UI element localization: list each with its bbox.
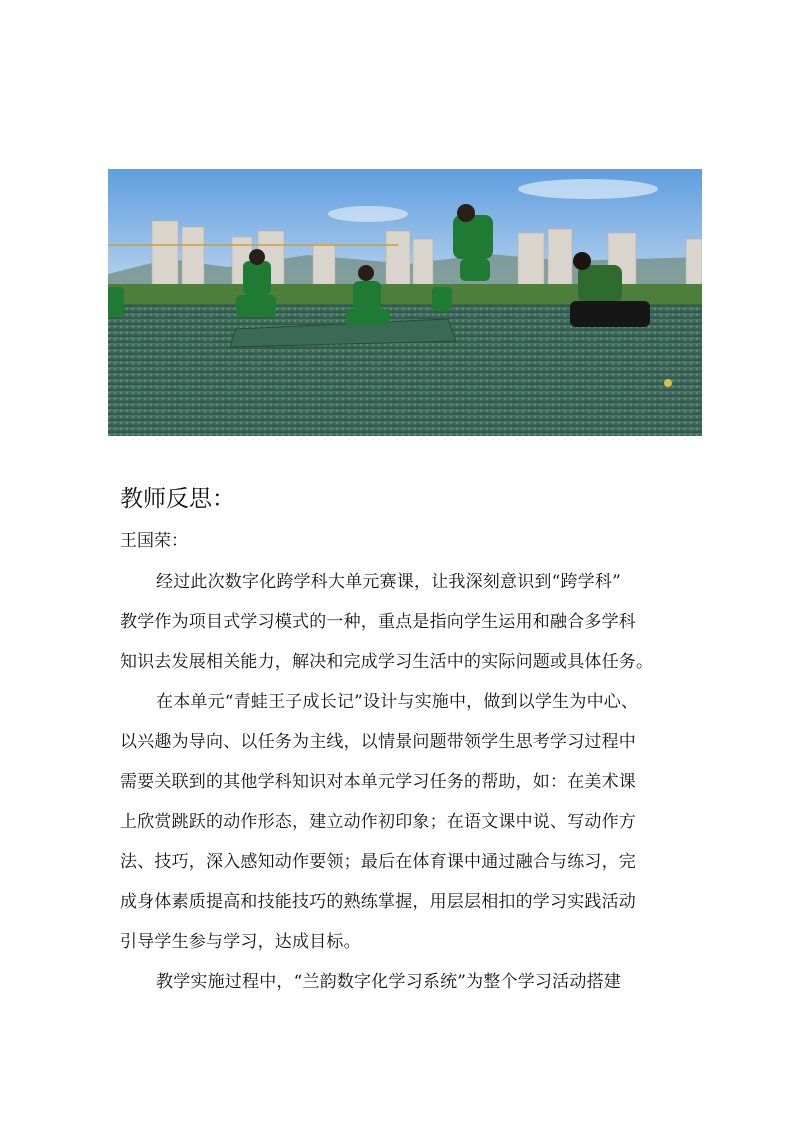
activity-photo <box>108 169 702 436</box>
text-line: 教学实施过程中，“兰韵数字化学习系统”为整个学习活动搭建 <box>156 972 621 992</box>
text-line: 需要关联到的其他学科知识对本单元学习任务的帮助，如：在美术课 <box>120 772 636 792</box>
paragraph-3 <box>120 962 680 1002</box>
text-line: 上欣赏跳跃的动作形态，建立动作初印象；在语文课中说、写动作方 <box>120 812 636 832</box>
text-line: 法、技巧，深入感知动作要领；最后在体育课中通过融合与练习，完 <box>120 852 636 872</box>
text-line: 引导学生参与学习，达成目标。 <box>120 932 361 952</box>
reflection-body <box>120 562 680 1002</box>
author-name: 王国荣： <box>120 531 188 551</box>
text-line: 经过此次数字化跨学科大单元赛课，让我深刻意识到“跨学科” <box>156 572 621 592</box>
text-line: 成身体素质提高和技能技巧的熟练掌握，用层层相扣的学习实践活动 <box>120 892 636 912</box>
text-line: 在本单元“青蛙王子成长记”设计与实施中，做到以学生为中心、 <box>156 692 639 712</box>
text-line: 知识去发展相关能力，解决和完成学习生活中的实际问题或具体任务。 <box>120 652 654 672</box>
section-heading: 教师反思： <box>120 486 235 512</box>
text-line: 以兴趣为导向、以任务为主线，以情景问题带领学生思考学习过程中 <box>120 732 636 752</box>
paragraph-2 <box>120 682 680 962</box>
paragraph-1 <box>120 562 680 682</box>
text-line: 教学作为项目式学习模式的一种，重点是指向学生运用和融合多学科 <box>120 612 636 632</box>
